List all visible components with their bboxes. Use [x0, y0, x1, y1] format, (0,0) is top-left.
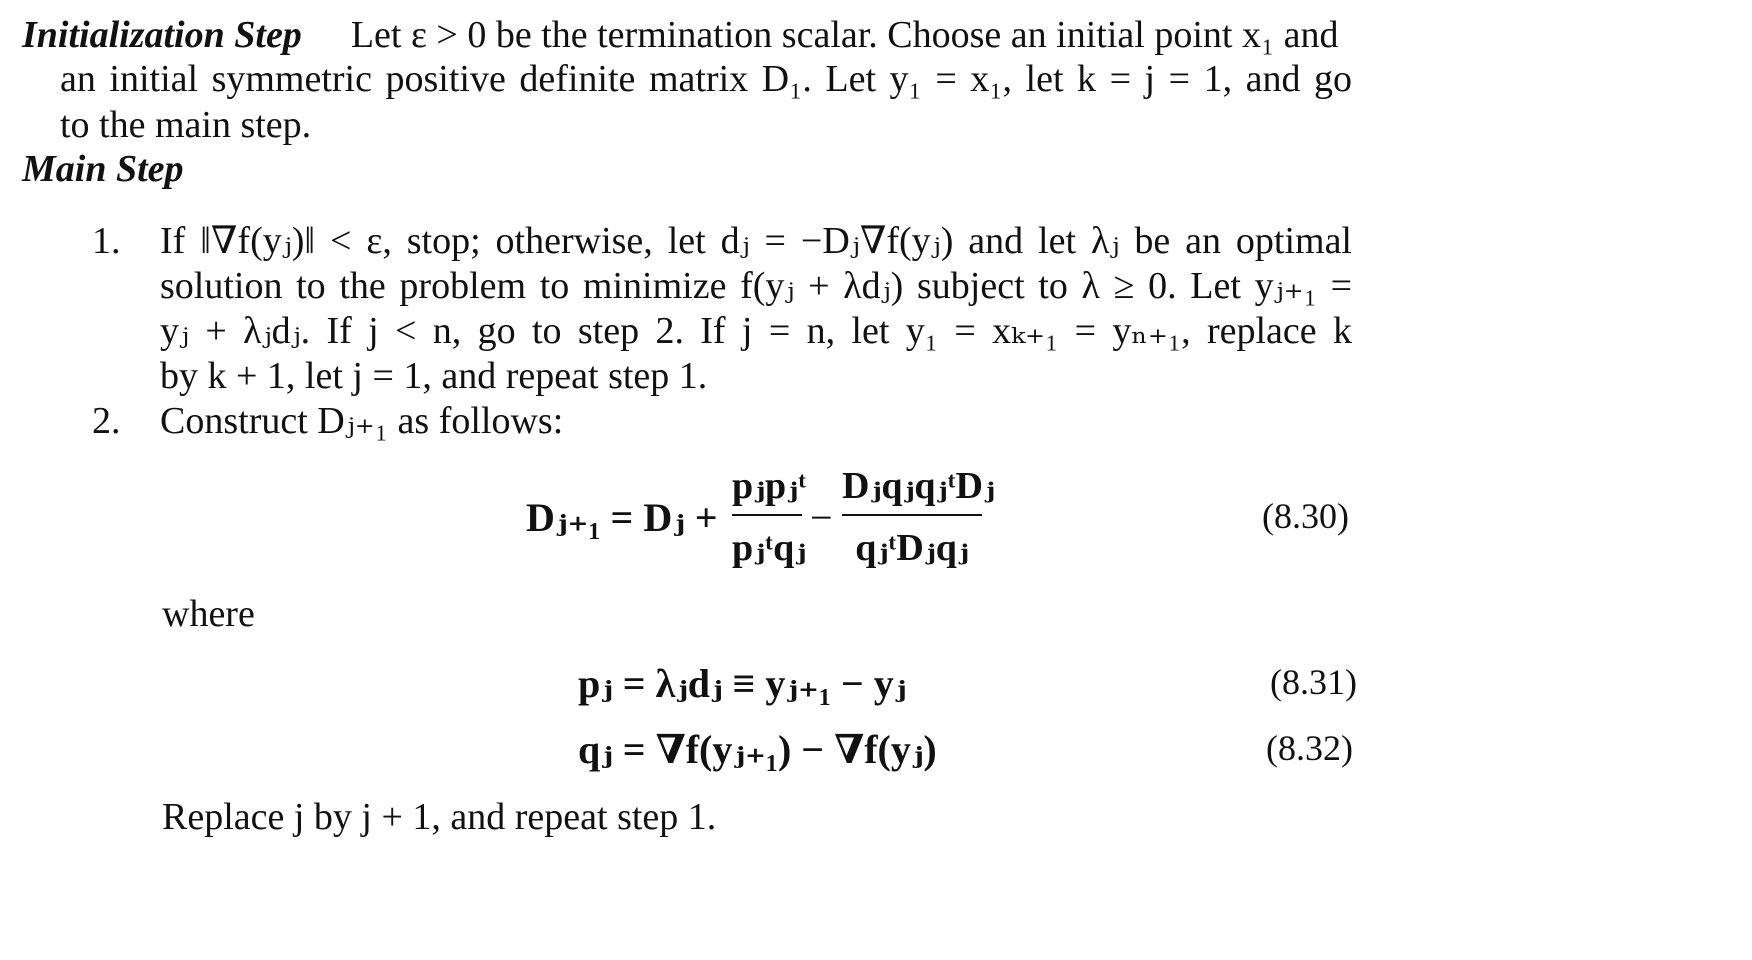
step-1-line-4: by k + 1, let j = 1, and repeat step 1.: [160, 355, 708, 397]
eq-8-30-frac2-denominator: qⱼᵗDⱼqⱼ: [855, 527, 969, 569]
eq-8-30-frac2-numerator: DⱼqⱼqⱼᵗDⱼ: [842, 465, 995, 507]
main-heading: Main Step: [22, 148, 184, 190]
init-text-1: Let ε > 0 be the termination scalar. Choose an initial point x₁ and: [350, 14, 1339, 56]
step-1-number: 1.: [92, 220, 121, 262]
step-1-line-2: solution to the problem to minimize f(yⱼ + λdⱼ) subject to λ ≥ 0. Let yⱼ₊₁ =: [160, 265, 1352, 307]
eq-8-30-lhs: Dⱼ₊₁ = Dⱼ +: [526, 495, 718, 540]
eq-8-30-fraction-1: [732, 462, 807, 570]
init-line-1: [22, 16, 1352, 54]
closing-line: Replace j by j + 1, and repeat step 1.: [162, 796, 717, 838]
eq-8-30-frac1-denominator: pⱼᵗqⱼ: [732, 527, 807, 569]
eq-8-31-number: (8.31): [1270, 662, 1357, 702]
step-1-line-3: yⱼ + λⱼdⱼ. If j < n, go to step 2. If j = n, let y₁ = xₖ₊₁ = yₙ₊₁, replace k: [160, 310, 1352, 352]
eq-8-30-fraction-2: [842, 462, 995, 570]
init-line-3: to the main step.: [60, 104, 312, 146]
eq-8-32-body: qⱼ = ∇f(yⱼ₊₁) − ∇f(yⱼ): [578, 727, 937, 772]
eq-8-30-number: (8.30): [1262, 496, 1349, 536]
eq-8-32-number: (8.32): [1266, 728, 1353, 768]
init-heading: Initialization Step: [22, 14, 302, 56]
step-2-line-1: Construct Dⱼ₊₁ as follows:: [160, 400, 564, 442]
step-1-line-1: If ‖∇f(yⱼ)‖ < ε, stop; otherwise, let dⱼ = −Dⱼ∇f(yⱼ) and let λⱼ be an optimal: [160, 220, 1352, 262]
where-text: where: [162, 593, 255, 635]
eq-8-30-minus: −: [810, 495, 833, 540]
eq-8-30-frac1-numerator: pⱼpⱼᵗ: [732, 465, 807, 507]
init-line-2: an initial symmetric positive definite matrix D₁. Let y₁ = x₁, let k = j = 1, and go: [60, 58, 1352, 100]
eq-8-31-body: pⱼ = λⱼdⱼ ≡ yⱼ₊₁ − yⱼ: [578, 661, 907, 706]
step-2-number: 2.: [92, 400, 121, 442]
